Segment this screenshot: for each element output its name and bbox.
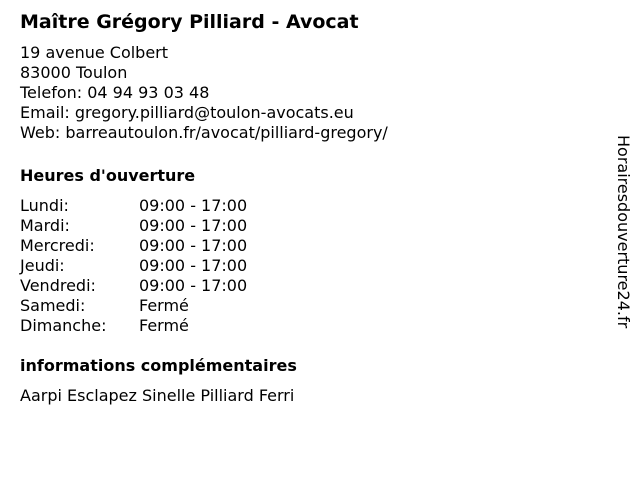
hours-row-sunday	[20, 316, 600, 336]
hours-row-monday	[20, 196, 600, 216]
extra-info-text: Aarpi Esclapez Sinelle Pilliard Ferri	[20, 386, 295, 405]
hours-time: 09:00 - 17:00	[139, 196, 248, 215]
hours-time: 09:00 - 17:00	[139, 216, 248, 235]
hours-time: 09:00 - 17:00	[139, 256, 248, 275]
hours-time: Fermé	[139, 316, 189, 335]
hours-row-friday	[20, 276, 600, 296]
web-line: Web: barreautoulon.fr/avocat/pilliard-gregory/	[20, 123, 388, 142]
hours-day: Mardi:	[20, 216, 70, 235]
hours-time: Fermé	[139, 296, 189, 315]
phone-line: Telefon: 04 94 93 03 48	[20, 83, 210, 102]
hours-row-saturday	[20, 296, 600, 316]
site-watermark: Horairesdouverture24.fr	[614, 135, 633, 329]
business-name: Maître Grégory Pilliard - Avocat	[20, 11, 359, 33]
city-line: 83000 Toulon	[20, 63, 128, 82]
hours-row-thursday	[20, 256, 600, 276]
extra-info-heading: informations complémentaires	[20, 356, 297, 375]
hours-row-tuesday	[20, 216, 600, 236]
hours-row-wednesday	[20, 236, 600, 256]
business-card	[20, 10, 600, 406]
hours-day: Vendredi:	[20, 276, 96, 295]
hours-day: Jeudi:	[20, 256, 65, 275]
hours-day: Samedi:	[20, 296, 86, 315]
hours-time: 09:00 - 17:00	[139, 236, 248, 255]
hours-heading: Heures d'ouverture	[20, 166, 196, 185]
hours-day: Mercredi:	[20, 236, 95, 255]
hours-day: Lundi:	[20, 196, 69, 215]
street-address: 19 avenue Colbert	[20, 43, 169, 62]
hours-table	[20, 196, 600, 336]
hours-time: 09:00 - 17:00	[139, 276, 248, 295]
contact-block	[20, 43, 600, 143]
email-line: Email: gregory.pilliard@toulon-avocats.eu	[20, 103, 354, 122]
hours-day: Dimanche:	[20, 316, 107, 335]
